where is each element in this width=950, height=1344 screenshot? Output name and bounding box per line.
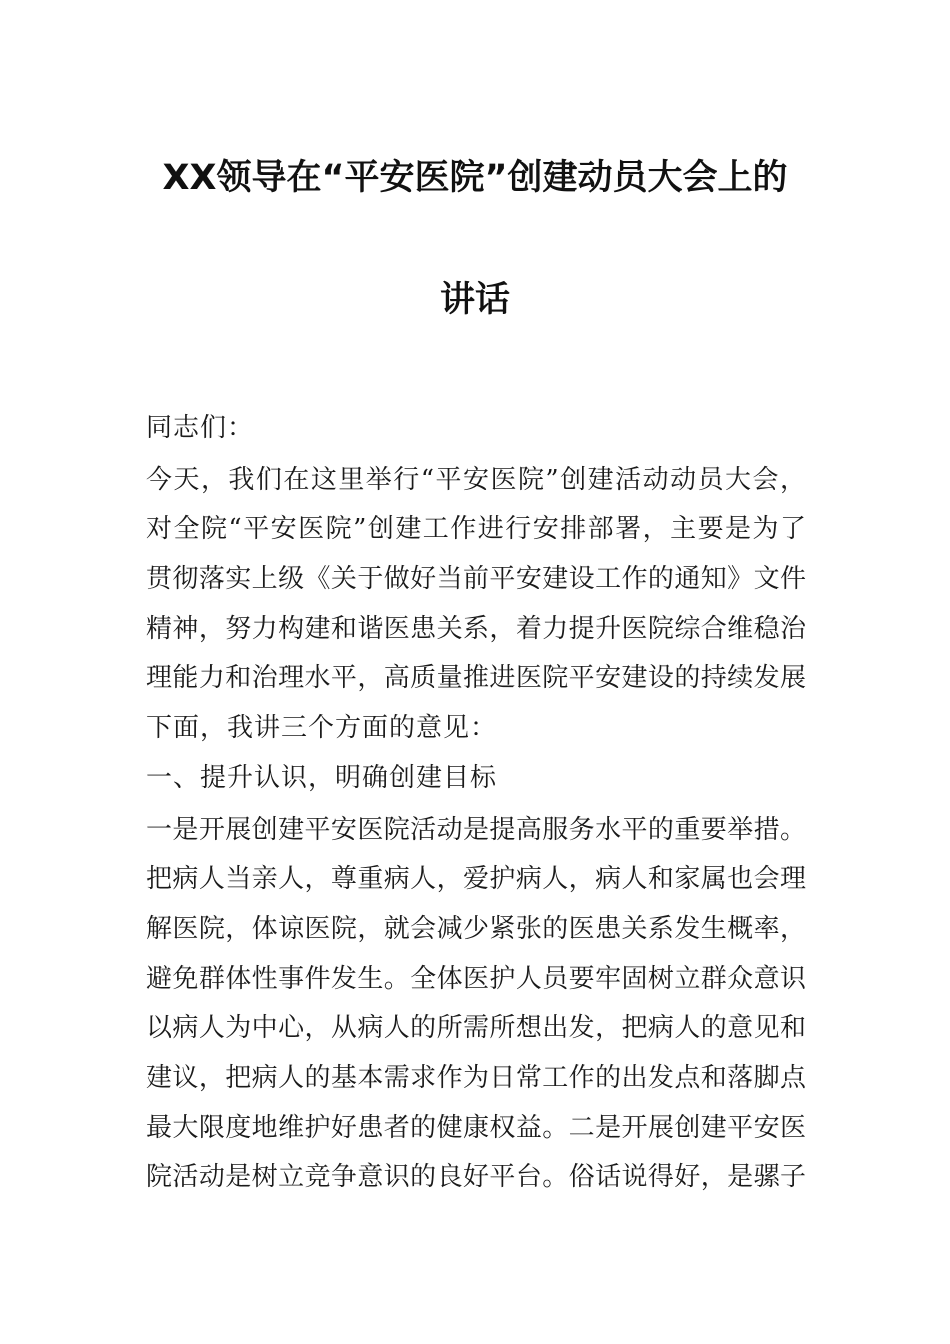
body-line: 一是开展创建平安医院活动是提高服务水平的重要举措。 (146, 815, 806, 845)
body-line: 把病人当亲人，尊重病人，爱护病人，病人和家属也会理 (146, 864, 806, 894)
salutation: 同志们： (146, 413, 255, 443)
body-line: 最大限度地维护好患者的健康权益。二是开展创建平安医 (146, 1113, 806, 1143)
document-title-line-1: XX领导在“平安医院”创建动员大会上的 (162, 158, 788, 198)
section-heading: 一、提升认识，明确创建目标 (146, 763, 498, 793)
body-line: 院活动是树立竞争意识的良好平台。俗话说得好，是骡子 (146, 1162, 806, 1192)
body-line: 以病人为中心，从病人的所需所想出发，把病人的意见和 (146, 1013, 806, 1043)
body-line: 解医院，体谅医院，就会减少紧张的医患关系发生概率， (146, 914, 806, 944)
body-line: 精神，努力构建和谐医患关系，着力提升医院综合维稳治 (146, 614, 806, 644)
body-line: 对全院“平安医院”创建工作进行安排部署，主要是为了 (146, 514, 806, 544)
body-line: 理能力和治理水平，高质量推进医院平安建设的持续发展 (146, 663, 806, 693)
body-line: 贯彻落实上级《关于做好当前平安建设工作的通知》文件 (146, 564, 806, 594)
body-line: 避免群体性事件发生。全体医护人员要牢固树立群众意识 (146, 964, 806, 994)
body-line: 下面，我讲三个方面的意见： (146, 713, 498, 743)
body-line: 今天，我们在这里举行“平安医院”创建活动动员大会， (146, 465, 806, 495)
document-title-line-2: 讲话 (439, 280, 510, 320)
body-line: 建议，把病人的基本需求作为日常工作的出发点和落脚点 (146, 1063, 806, 1093)
